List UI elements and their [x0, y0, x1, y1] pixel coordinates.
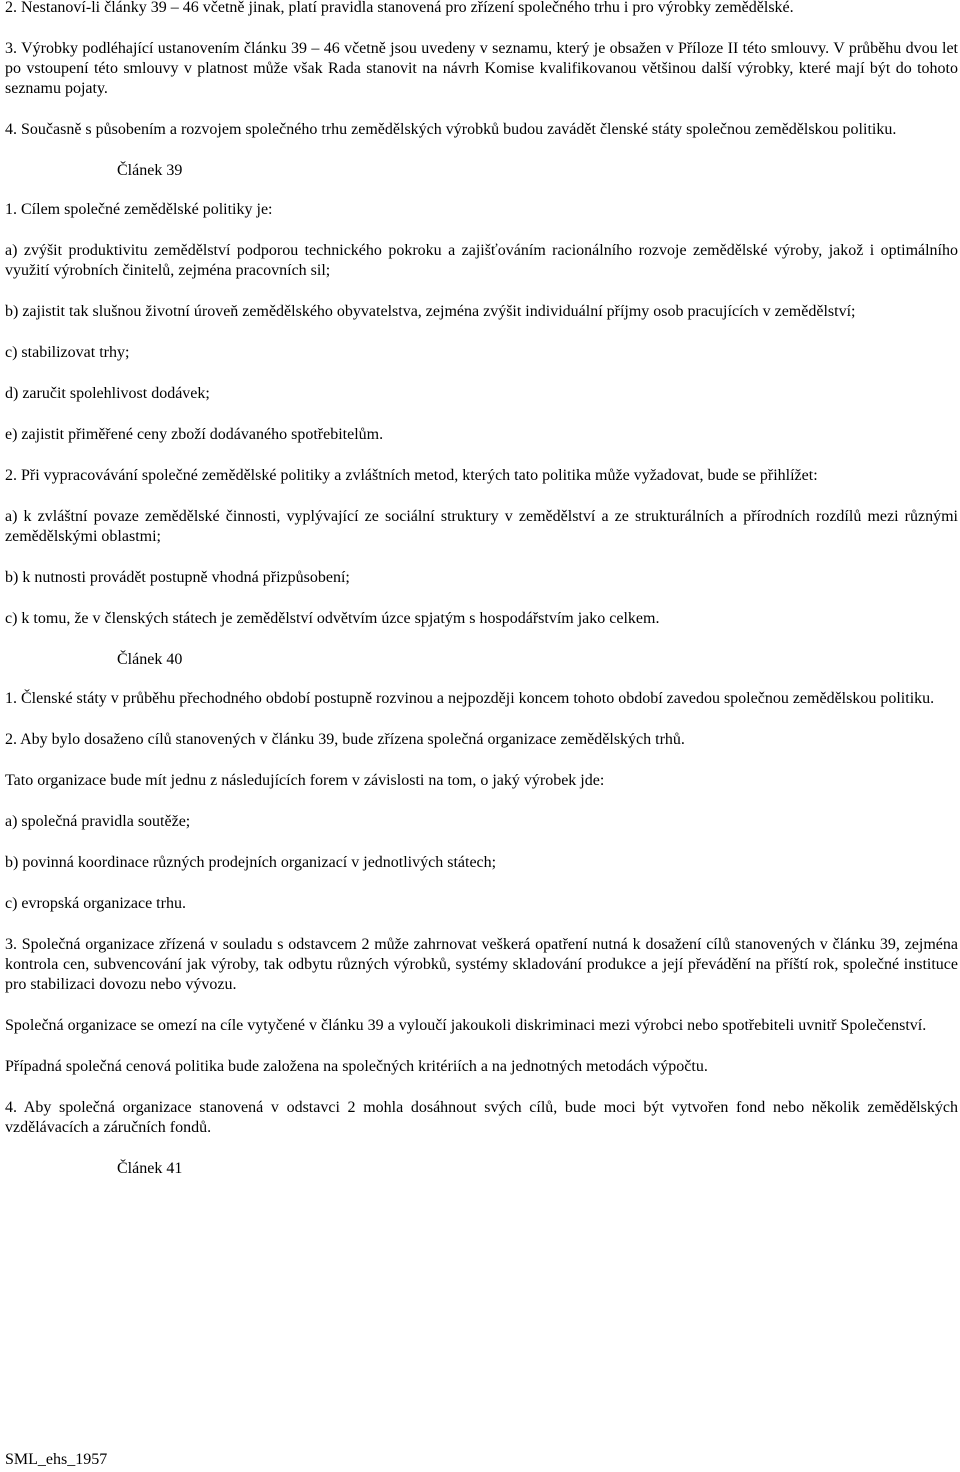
article-heading-40: Článek 40: [117, 651, 183, 668]
paragraph-3: 3. Výrobky podléhající ustanovením článku 39 – 46 včetně jsou uvedeny v seznamu, který je obsažen v Příloze II této smlouvy. V průběhu dvou let po vstoupení této smlouvy v platnost může však Rada stanovit na návrh Komise kvalifikovanou většinou další výrobky, které mají být do tohoto seznamu pojaty.: [5, 40, 958, 97]
article-39-item-d: d) zaručit spolehlivost dodávek;: [5, 385, 210, 402]
article-40-paragraph-2: 2. Aby bylo dosaženo cílů stanovených v článku 39, bude zřízena společná organizace zemědělských trhů.: [5, 731, 685, 748]
article-40-paragraph-3-price-policy: Případná společná cenová politika bude založena na společných kritériích a na jednotných metodách výpočtu.: [5, 1058, 708, 1075]
document-body: [5, 0, 958, 1198]
article-39-item-c: c) stabilizovat trhy;: [5, 344, 130, 361]
article-40-paragraph-3-limit: Společná organizace se omezí na cíle vytyčené v článku 39 a vyloučí jakoukoli diskriminaci mezi výrobci nebo spotřebiteli uvnitř Společenství.: [5, 1017, 927, 1034]
paragraph-4: 4. Současně s působením a rozvojem společného trhu zemědělských výrobků budou zavádět členské státy společnou zemědělskou politiku.: [5, 121, 897, 138]
article-39-item-a: a) zvýšit produktivitu zemědělství podporou technického pokroku a zajišťováním racionálního rozvoje zemědělské výroby, jakož i optimálního využití výrobních činitelů, zejména pracovních sil;: [5, 242, 958, 279]
article-39-item-2c: c) k tomu, že v členských státech je zemědělství odvětvím úzce spjatým s hospodářstvím jako celkem.: [5, 610, 660, 627]
article-40-item-b: b) povinná koordinace různých prodejních organizací v jednotlivých státech;: [5, 854, 497, 871]
article-40-organization-forms: Tato organizace bude mít jednu z následujících forem v závislosti na tom, o jaký výrobek jde:: [5, 772, 605, 789]
article-heading-39: Článek 39: [117, 162, 183, 179]
article-40-item-c: c) evropská organizace trhu.: [5, 895, 186, 912]
document-footer-label: SML_ehs_1957: [5, 1451, 108, 1468]
article-39-item-b: b) zajistit tak slušnou životní úroveň zemědělského obyvatelstva, zejména zvýšit individuální příjmy osob pracujících v zemědělství;: [5, 303, 856, 320]
article-39-item-e: e) zajistit přiměřené ceny zboží dodávaného spotřebitelům.: [5, 426, 384, 443]
article-40-paragraph-1: 1. Členské státy v průběhu přechodného období postupně rozvinou a nejpozději koncem tohoto období zavedou společnou zemědělskou politiku.: [5, 690, 935, 707]
article-39-paragraph-2: 2. Při vypracovávání společné zemědělské politiky a zvláštních metod, kterých tato politika může vyžadovat, bude se přihlížet:: [5, 467, 818, 484]
article-40-paragraph-4: 4. Aby společná organizace stanovená v odstavci 2 mohla dosáhnout svých cílů, bude moci být vytvořen fond nebo několik zemědělských vzdělávacích a záručních fondů.: [5, 1099, 958, 1136]
article-39-item-2b: b) k nutnosti provádět postupně vhodná přizpůsobení;: [5, 569, 350, 586]
article-40-paragraph-3: 3. Společná organizace zřízená v souladu s odstavcem 2 může zahrnovat veškerá opatření nutná k dosažení cílů stanovených v článku 39, zejména kontrola cen, subvencování jak výroby, tak odbytu různých výrobků, systémy skladování produkce a její převádění na příští rok, společné instituce pro stabilizaci dovozu nebo vývozu.: [5, 936, 958, 993]
article-39-item-2a: a) k zvláštní povaze zemědělské činnosti, vyplývající ze sociální struktury v zemědělství a ze strukturálních a přírodních rozdílů mezi různými zemědělskými oblastmi;: [5, 508, 958, 545]
article-heading-41: Článek 41: [117, 1160, 183, 1177]
article-39-paragraph-1: 1. Cílem společné zemědělské politiky je:: [5, 201, 273, 218]
paragraph-2: 2. Nestanoví-li články 39 – 46 včetně jinak, platí pravidla stanovená pro zřízení společného trhu i pro výrobky zemědělské.: [5, 0, 794, 16]
article-40-item-a: a) společná pravidla soutěže;: [5, 813, 191, 830]
